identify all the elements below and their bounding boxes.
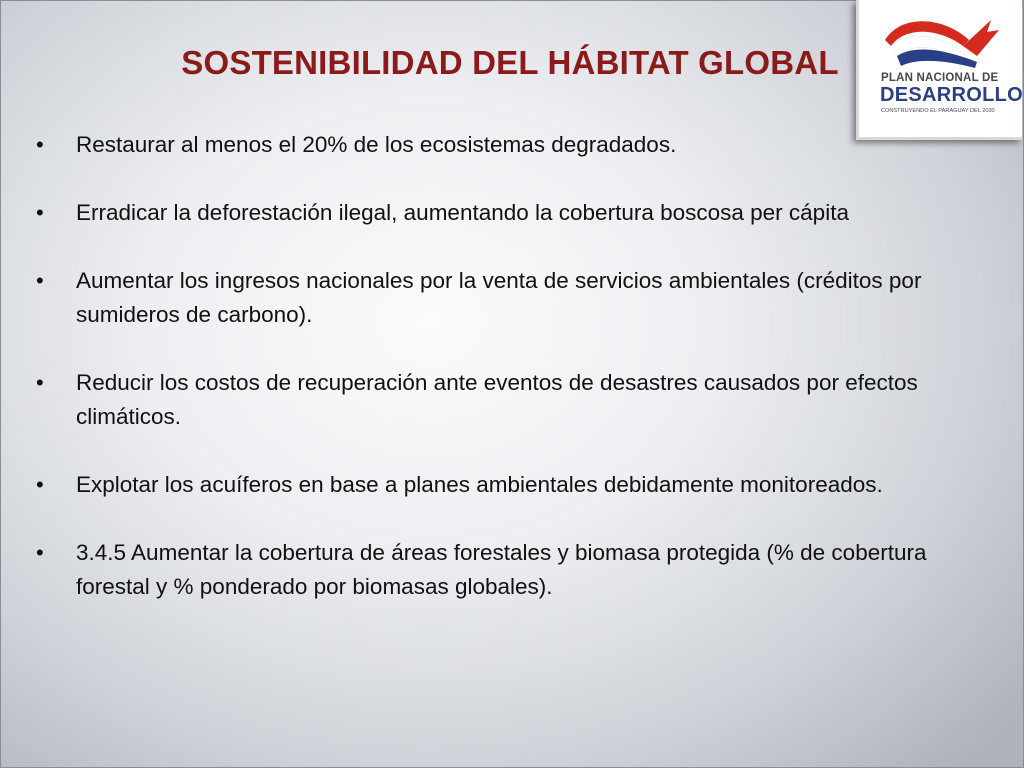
bullet-item (36, 264, 986, 332)
bullet-item (36, 468, 986, 502)
bullet-text: Explotar los acuíferos en base a planes ambientales debidamente monitoreados. (76, 472, 883, 497)
bullet-item (36, 196, 986, 230)
bullet-dot: • (36, 132, 44, 157)
bullet-dot: • (36, 472, 44, 497)
bullet-text: 3.4.5 Aumentar la cobertura de áreas forestales y biomasa protegida (% de cobertura forestal y % ponderado por biomasas globales). (76, 540, 927, 599)
bullet-dot: • (36, 370, 44, 395)
logo-line-tagline: CONSTRUYENDO EL PARAGUAY DEL 2030 (881, 108, 995, 114)
bullet-dot: • (36, 268, 44, 293)
bullet-text: Reducir los costos de recuperación ante eventos de desastres causados por efectos climáticos. (76, 370, 918, 429)
paraguay-flag-swoosh-arrow-icon (881, 10, 1003, 70)
slide-title: SOSTENIBILIDAD DEL HÁBITAT GLOBAL (181, 44, 839, 81)
bullet-item (36, 128, 986, 162)
bullet-item (36, 536, 986, 604)
plan-nacional-logo (856, 0, 1022, 140)
bullet-dot: • (36, 200, 44, 225)
logo-line-desarrollo: DESARROLLO (880, 84, 1023, 106)
bullet-item (36, 366, 986, 434)
bullet-dot: • (36, 540, 44, 565)
bullet-list (36, 128, 986, 638)
bullet-text: Erradicar la deforestación ilegal, aumentando la cobertura boscosa per cápita (76, 200, 849, 225)
bullet-text: Restaurar al menos el 20% de los ecosistemas degradados. (76, 132, 677, 157)
bullet-text: Aumentar los ingresos nacionales por la venta de servicios ambientales (créditos por sumideros de carbono). (76, 268, 922, 327)
logo-line-plan-nacional: PLAN NACIONAL DE (881, 72, 999, 84)
